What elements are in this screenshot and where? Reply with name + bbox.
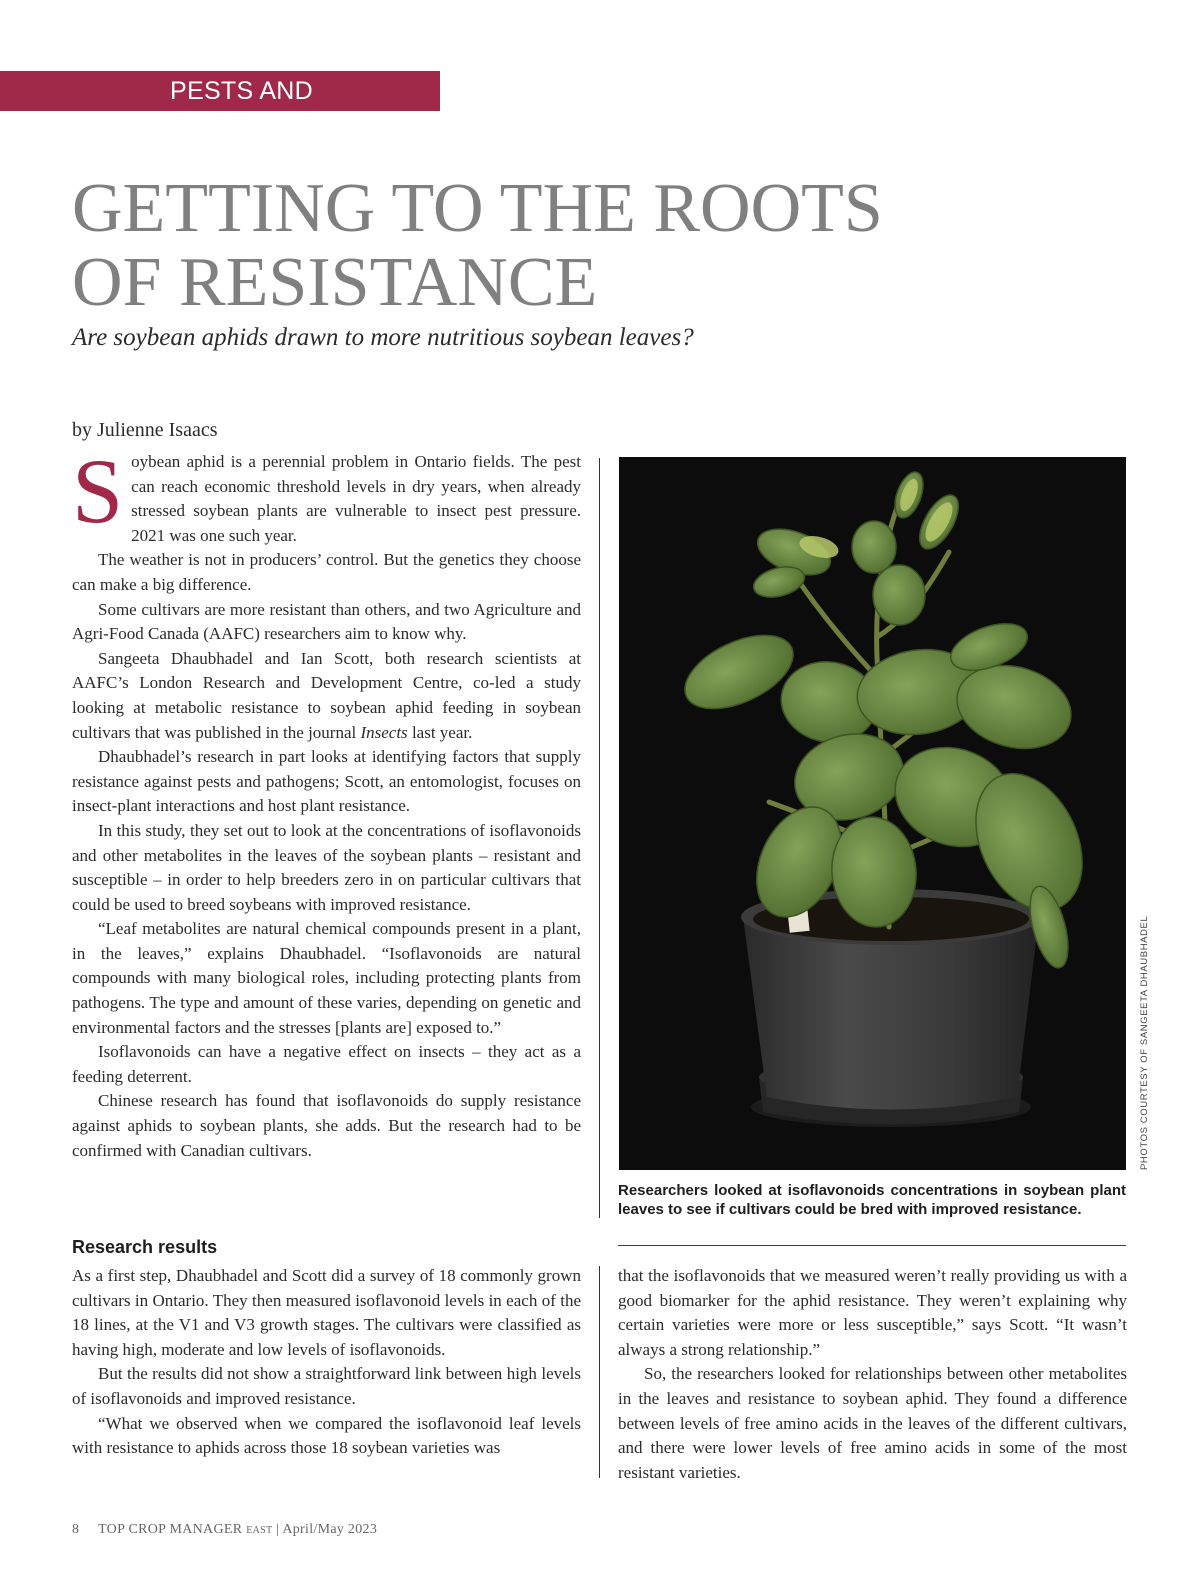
section-banner xyxy=(0,71,440,145)
paragraph: As a first step, Dhaubhadel and Scott did a survey of 18 commonly grown cultivars in Ontario. They then measured isoflavonoid levels in each of the 18 lines, at the V1 and V3 growth stages. The cultivars were classified as having high, moderate and low levels of isoflavonoids. xyxy=(72,1266,581,1359)
soybean-plant-illustration xyxy=(619,457,1126,1170)
paragraph: Some cultivars are more resistant than others, and two Agriculture and Agri-Food Canada (AAFC) researchers aim to know why. xyxy=(72,599,581,644)
journal-name: Insects xyxy=(360,722,408,742)
column-divider-bottom xyxy=(599,1266,600,1478)
title-line-2: OF RESISTANCE xyxy=(72,244,598,321)
magazine-name: TOP CROP MANAGER xyxy=(98,1522,243,1537)
page-number: 8 xyxy=(72,1522,80,1537)
paragraph: “Leaf metabolites are natural chemical compounds present in a plant, in the leaves,” explains Dhaubhadel. “Isoflavonoids are natural compounds with many biological roles, including protecting plants from pathogens. The type and amount of these varies, depending on genetic and environmental factors and the stresses [plants are] exposed to.” xyxy=(72,919,581,1037)
body-column-3 xyxy=(618,1264,1127,1485)
photo-caption: Researchers looked at isoflavonoids concentrations in soybean plant leaves to see if cultivars could be bred with improved resistance. xyxy=(618,1182,1126,1218)
footer-separator: | xyxy=(272,1522,283,1537)
paragraph: Sangeeta Dhaubhadel and Ian Scott, both research scientists at AAFC’s London Research and Development Centre, co-led a study looking at metabolic resistance to soybean aphid feeding in soybean cultivars that was published in the journal Insects last year. xyxy=(72,648,581,742)
section-subhead: Research results xyxy=(72,1237,218,1257)
magazine-edition: EAST xyxy=(246,1525,273,1536)
byline: by Julienne Isaacs xyxy=(72,419,218,441)
paragraph: Dhaubhadel’s research in part looks at identifying factors that supply resistance against pests and pathogens; Scott, an entomologist, focuses on insect-plant interactions and host plant resistance. xyxy=(72,747,581,816)
section-label-light: PESTS AND xyxy=(170,77,314,105)
paragraph: Soybean aphid is a perennial problem in Ontario fields. The pest can reach economic threshold levels in dry years, when already stressed soybean plants are vulnerable to insect pest pressure. 2021 was one such year. xyxy=(72,440,581,545)
plant-photo xyxy=(619,457,1126,1170)
article-title xyxy=(72,172,883,320)
caption-rule xyxy=(618,1245,1126,1246)
column-divider-top xyxy=(599,458,600,1218)
photo-credit: PHOTOS COURTESY OF SANGEETA DHAUBHADEL xyxy=(1139,915,1150,1170)
paragraph: In this study, they set out to look at the concentrations of isoflavonoids and other metabolites in the leaves of the soybean plants – resistant and susceptible – in order to help breeders zero in on particular cultivars that could be used to breed soybeans with improved resistance. xyxy=(72,820,581,914)
paragraph: Isoflavonoids can have a negative effect on insects – they act as a feeding deterrent. xyxy=(72,1042,581,1086)
issue-date: April/May 2023 xyxy=(282,1522,378,1537)
paragraph: that the isoflavonoids that we measured weren’t really providing us with a good biomarker for the aphid resistance. They weren’t explaining why certain varieties were more or less susceptible,” says Scott. “It wasn’t always a strong relationship.” xyxy=(618,1266,1127,1359)
section-label-bold: DISEASES xyxy=(170,117,299,145)
paragraph: “What we observed when we compared the isoflavonoid leaf levels with resistance to aphids across those 18 soybean varieties was xyxy=(72,1413,581,1458)
title-line-1: GETTING TO THE ROOTS xyxy=(72,170,883,247)
page-footer xyxy=(72,1522,377,1538)
body-column-2 xyxy=(72,1264,581,1461)
drop-cap: S xyxy=(72,440,124,542)
paragraph: The weather is not in producers’ control. But the genetics they choose can make a big difference. xyxy=(72,550,581,594)
paragraph: But the results did not show a straightforward link between high levels of isoflavonoids and improved resistance. xyxy=(72,1364,581,1408)
body-column-1 xyxy=(72,440,581,1163)
paragraph: So, the researchers looked for relationships between other metabolites in the leaves and resistance to soybean aphid. They found a difference between levels of free amino acids in the leaves of the different cultivars, and there were lower levels of free amino acids in some of the most resistant varieties. xyxy=(618,1364,1127,1482)
article-deck: Are soybean aphids drawn to more nutritious soybean leaves? xyxy=(72,324,694,351)
paragraph: Chinese research has found that isoflavonoids do supply resistance against aphids to soybean plants, she adds. But the research had to be confirmed with Canadian cultivars. xyxy=(72,1091,581,1160)
